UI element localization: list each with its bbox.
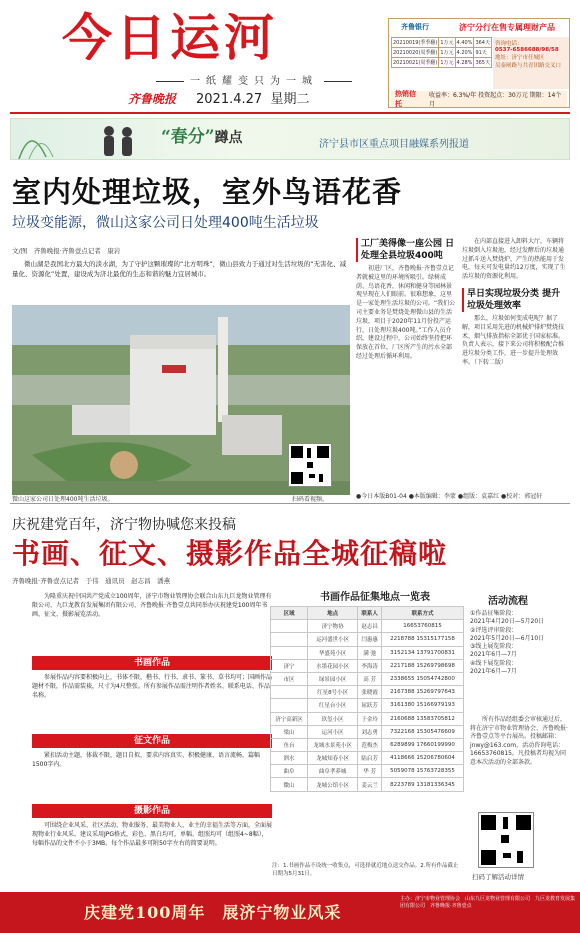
qr-pattern bbox=[289, 444, 331, 486]
ad-product-table bbox=[391, 37, 492, 68]
issue-date bbox=[196, 88, 309, 107]
ad-contact-line: 吴泰闸路与共青团路交叉口 bbox=[495, 63, 562, 69]
flow-date: 2021年4月20日—5月20日 bbox=[470, 618, 545, 626]
video-qr-code[interactable] bbox=[288, 443, 332, 487]
table-row bbox=[271, 686, 464, 699]
table-cell: 水墨花园小区 bbox=[307, 659, 357, 672]
bank-name: 齐鲁银行 bbox=[401, 23, 429, 31]
table-cell-contact: 4118666 15206780604 bbox=[381, 752, 463, 765]
table-cell: 红星台小区 bbox=[307, 699, 357, 712]
masthead-slogan: 一纸耀变只为一城 bbox=[150, 72, 358, 87]
table-cell: 鱼台 bbox=[271, 738, 308, 751]
banner-title-suffix: 蹲点 bbox=[214, 130, 243, 146]
table-cell bbox=[271, 686, 308, 699]
plant-photo bbox=[12, 305, 350, 495]
ad-hotline-label: 热销信托 bbox=[395, 90, 416, 108]
ad-cell: 1万元 bbox=[439, 38, 455, 48]
story1-byline: 文/图 齐鲁晚报·齐鲁壹点记者 康岩 bbox=[12, 247, 121, 255]
table-cell bbox=[271, 620, 308, 633]
table-cell: 曲阜孝养城 bbox=[307, 765, 357, 778]
section-header-calligraphy: 书画作品 bbox=[32, 656, 272, 670]
table-header: 联系方式 bbox=[381, 607, 463, 620]
ad-cell: 365天 bbox=[474, 58, 492, 68]
flow-date: 2021年6月—7月 bbox=[470, 651, 517, 659]
story1-headline: 室内处理垃圾，室外鸟语花香 bbox=[12, 175, 403, 209]
ad-cell: 20210020(周季翻) bbox=[392, 48, 439, 58]
table-header: 联系人 bbox=[358, 607, 382, 620]
ad-cell: 4.20% bbox=[456, 49, 473, 56]
table-cell-contact: 3161380 15166979193 bbox=[381, 699, 463, 712]
series-banner bbox=[10, 118, 570, 160]
table-cell: 微山 bbox=[271, 778, 308, 791]
section-body: 参展作品内容要积极向上，书体不限，楷书、行书、隶书、篆书、草书均可；国画作品题材不限，作品需装裱，尺寸为4尺整张。所有参展作品需注明作者姓名、联系电话、作品名称。 bbox=[32, 674, 273, 699]
table-cell: 龙城知春小区 bbox=[307, 752, 357, 765]
date: 2021.4.27 bbox=[196, 92, 263, 107]
table-cell: 曲阜 bbox=[271, 765, 308, 778]
table-cell: 绿景园小区 bbox=[307, 672, 357, 685]
event-qr-caption: 扫码了解活动详情 bbox=[472, 873, 524, 881]
table-header: 地点 bbox=[307, 607, 357, 620]
table-cell: 市区 bbox=[271, 672, 308, 685]
ad-cell: 4.40% bbox=[456, 39, 473, 46]
table-cell-contact: 7322168 15305476609 bbox=[381, 725, 463, 738]
flow-title: 活动流程 bbox=[488, 596, 528, 607]
flow-step: ②评选评审阶段： bbox=[470, 626, 518, 634]
table-cell-contact: 2167388 15269797643 bbox=[381, 686, 463, 699]
banner-title-main: “春分” bbox=[161, 127, 215, 147]
story2-kicker: 庆祝建党百年，济宁物协喊您来投稿 bbox=[12, 517, 236, 533]
ad-cell: 1万元 bbox=[439, 48, 455, 58]
table-row bbox=[271, 738, 464, 751]
ad-cell: 91天 bbox=[474, 48, 492, 58]
ad-contact bbox=[493, 37, 569, 89]
ad-row bbox=[392, 48, 492, 58]
table-cell: 红星8号小区 bbox=[307, 686, 357, 699]
table-cell: 龙城水景苑小区 bbox=[307, 738, 357, 751]
ad-cell: 364天 bbox=[474, 38, 492, 48]
flow-date: 2021年5月20日—6月10日 bbox=[470, 634, 545, 642]
flow-step: ①作品征集阶段： bbox=[470, 610, 518, 617]
ad-cell: 1万元 bbox=[439, 58, 455, 68]
footer-banner bbox=[0, 892, 580, 933]
table-cell: 满 弛 bbox=[358, 646, 382, 659]
submission-info: 所有作品经组委会审核通过后，将在济宁市物业管理协会、齐鲁晚报·齐鲁壹点等平台展出。投稿邮箱：jnwy@163.com，活动咨询电话：16653760815。凡投稿者均视为同意本次活动的全部条款。 bbox=[470, 716, 568, 766]
column-heading: 早日实现垃圾分类 提升垃圾处理效率 bbox=[462, 288, 568, 312]
collection-points-table bbox=[270, 606, 464, 792]
table-row bbox=[271, 765, 464, 778]
table-row bbox=[271, 778, 464, 791]
ad-cell: 4.28% bbox=[456, 59, 473, 66]
weekday: 星期二 bbox=[270, 92, 310, 107]
section-header-essay: 征文作品 bbox=[32, 734, 272, 748]
story2-headline: 书画、征文、摄影作品全城征稿啦 bbox=[12, 537, 448, 570]
table-cell bbox=[271, 646, 308, 659]
table-cell: 泗水 bbox=[271, 752, 308, 765]
table-cell-contact: 8223789 13181336345 bbox=[381, 778, 463, 791]
banner-subtitle: 济宁县市区重点项目融媒系列报道 bbox=[319, 139, 469, 150]
table-cell: 屈跃芳 bbox=[358, 699, 382, 712]
page-credits: ●今日本版B01-04 ●本版编辑：李蒙 ●组版：袁嘉红 ●校对：郭冠轩 bbox=[356, 493, 543, 500]
table-cell-contact: 3152134 13791700831 bbox=[381, 646, 463, 659]
table-body bbox=[271, 620, 464, 791]
table-cell: 济宁高新区 bbox=[271, 712, 308, 725]
footer-organizers: 主办：济宁市物业管理协会 山东九巨龙物业管理有限公司 九巨龙教育发展集团有限公司 齐鲁晚报·齐鲁壹点 bbox=[400, 896, 576, 909]
paper-name: 齐鲁晚报 bbox=[128, 92, 177, 106]
story1-column-2 bbox=[356, 238, 456, 362]
story2-intro: 为隆重庆祝中国共产党成立100周年，济宁市物业管理协会联合山东九巨龙物业管理有限公司、九巨龙教育发展集团有限公司、齐鲁晚报·齐鲁壹点共同举办庆祝建党100周年书画、征文、摄影展览活动。 bbox=[32, 593, 272, 618]
table-row bbox=[271, 699, 464, 712]
table-cell-contact: 2218788 15315177158 bbox=[381, 633, 463, 646]
table-row bbox=[271, 752, 464, 765]
column-body: 初进厂区，齐鲁晚报·齐鲁壹点记者就被这里的环境所吸引。绿树成荫、鸟语花香，休闲和健身等园林景观呈现在人们眼前。很难想象，这里是一家处理生活垃圾的公司。“我们公司主要业务是焚烧处理微山县的生活垃圾，项目于2020年11月份投产运行，日处理垃圾400吨。”工作人员介绍，建设过程中，公司始终坚持把环保放在首位，厂区所产生的污水全部经过处理后循环利用。 bbox=[356, 265, 456, 360]
table-cell: 华 芳 bbox=[358, 765, 382, 778]
section-body: 可围绕企业风采、社区活动、物业服务、最美物业人、业主的幸福生活等方面，全面展现物业行业风采。建议采用JPG格式，彩色、黑白均可，单幅、组照均可（组照4~8幅），每幅作品的文件不小于3MB。每个作品最多可附50字左右的简要说明。 bbox=[32, 822, 273, 847]
table-cell: 高 芳 bbox=[358, 672, 382, 685]
table-cell: 姜云兰 bbox=[358, 778, 382, 791]
ad-row bbox=[392, 58, 492, 68]
bank-advert[interactable] bbox=[388, 18, 570, 108]
photo-caption: 微山这家公司日处理400吨生活垃圾。 bbox=[12, 496, 114, 503]
table-cell: 玖玺小区 bbox=[307, 712, 357, 725]
footer-slogan: 庆建党100周年 展济宁物业风采 bbox=[84, 903, 342, 922]
ad-row bbox=[392, 38, 492, 48]
table-cell-contact: 5059078 15763728355 bbox=[381, 765, 463, 778]
flow-step: ④线下展览阶段： bbox=[470, 659, 518, 667]
qr-caption: 扫码看视频。 bbox=[292, 496, 329, 503]
newspaper-logo: 今日运河 bbox=[62, 8, 278, 67]
section-body: 紧扣活动主题，体裁不限，题目自拟，要求内容真实、积极健康、语言流畅，篇幅1500字内。 bbox=[32, 752, 261, 768]
table-cell: 李海涛 bbox=[358, 659, 382, 672]
event-qr-code[interactable] bbox=[478, 812, 534, 868]
column-body: 在内部直接进入卸料大厅，车辆将垃圾倒入垃圾池，经过发酵后的垃圾通过抓斗送入焚烧炉，产生的热能用于发电，每天可发电量约12万度，实现了生活垃圾的资源化利用。 bbox=[462, 238, 566, 281]
table-row bbox=[271, 620, 464, 633]
story1-subhead: 垃圾变能源，微山这家公司日处理400吨生活垃圾 bbox=[12, 215, 319, 231]
column-body: 那么，垃圾如何变成电呢？据了解，项目采用先进的机械炉排炉焚烧技术，烟气排放指标全部优于国家标准。负责人表示，接下来公司将积极配合推进垃圾分类工作，进一步提升处理效率。（下转二版） bbox=[462, 314, 565, 366]
table-cell: 范梅杰 bbox=[358, 738, 382, 751]
table-cell bbox=[271, 633, 308, 646]
story1-column-3 bbox=[462, 238, 568, 368]
column-heading: 工厂美得像一座公园 日处理全县垃圾400吨 bbox=[356, 238, 456, 262]
table-row bbox=[271, 646, 464, 659]
table-cell-contact: 2338655 15054742800 bbox=[381, 672, 463, 685]
table-cell: 运河盛世小区 bbox=[307, 633, 357, 646]
table-cell: 济宁物协 bbox=[307, 620, 357, 633]
ad-hotline-detail: 收益率：6.3%/年 投资起点：30万元 期限：14个月 bbox=[428, 92, 562, 108]
flow-date: 2021年6月—7月 bbox=[470, 668, 517, 676]
masthead bbox=[0, 0, 580, 112]
table-cell: 龙城公馆小区 bbox=[307, 778, 357, 791]
section-divider bbox=[10, 503, 570, 504]
table-cell: 赵志昌 bbox=[358, 620, 382, 633]
table-row bbox=[271, 725, 464, 738]
story1-lead: 微山湖是我国北方最大的淡水湖，为了守护这颗璀璨的“北方明珠”，微山县致力于通过对生活垃圾的“无害化、减量化、资源化”处置，建设成为济北最优的生态和谐的魅力宜居城市。 bbox=[12, 260, 347, 278]
ad-contact-line: 地址：济宁市任城区 bbox=[495, 55, 545, 61]
table-cell: 陆启芳 bbox=[358, 752, 382, 765]
ad-hotline bbox=[391, 91, 567, 107]
ad-contact-line: 咨询电话： bbox=[495, 41, 523, 47]
table-notes: 注：1.书画作品不设统一收集点，可选择就近地点送交作品。2.所有作品截止日期为5月31日。 bbox=[272, 863, 459, 877]
ad-cell: 20210019(季季翻) bbox=[392, 38, 439, 48]
qr-pattern bbox=[479, 813, 533, 867]
table-row bbox=[271, 633, 464, 646]
table-row bbox=[271, 712, 464, 725]
table-cell-contact: 16653760815 bbox=[381, 620, 463, 633]
activity-flow bbox=[470, 610, 568, 676]
flow-step: ③线上展览阶段： bbox=[470, 643, 518, 651]
banner-decoration bbox=[11, 119, 151, 161]
ad-cell: 20210021(周季翻) bbox=[392, 58, 439, 68]
table-header: 区域 bbox=[271, 607, 308, 620]
banner-title bbox=[161, 122, 243, 147]
table-cell: 济宁 bbox=[271, 659, 308, 672]
table-cell: 闫惠惠 bbox=[358, 633, 382, 646]
table-cell: 于金玲 bbox=[358, 712, 382, 725]
table-cell: 张晓霞 bbox=[358, 686, 382, 699]
table-title: 书画作品征集地点一览表 bbox=[320, 592, 430, 603]
table-cell-contact: 6289899 17660199990 bbox=[381, 738, 463, 751]
divider bbox=[10, 112, 570, 114]
table-cell: 梁山 bbox=[271, 725, 308, 738]
table-cell bbox=[271, 699, 308, 712]
ad-contact-line: 0537-6586688/98/58 bbox=[495, 47, 559, 53]
table-row bbox=[271, 659, 464, 672]
table-cell-contact: 2160688 13583705812 bbox=[381, 712, 463, 725]
story2-byline: 齐鲁晚报·齐鲁壹点记者 于伟 通讯员 赵志昌 潘燕 bbox=[12, 577, 171, 585]
section-header-photo: 摄影作品 bbox=[32, 804, 272, 818]
table-cell: 华盛苑小区 bbox=[307, 646, 357, 659]
table-cell: 刘志勇 bbox=[358, 725, 382, 738]
ad-headline: 济宁分行在售专属理财产品 bbox=[459, 22, 555, 32]
table-cell: 运河小区 bbox=[307, 725, 357, 738]
table-header-row bbox=[271, 607, 464, 620]
table-row bbox=[271, 672, 464, 685]
table-cell-contact: 2217188 15269798698 bbox=[381, 659, 463, 672]
